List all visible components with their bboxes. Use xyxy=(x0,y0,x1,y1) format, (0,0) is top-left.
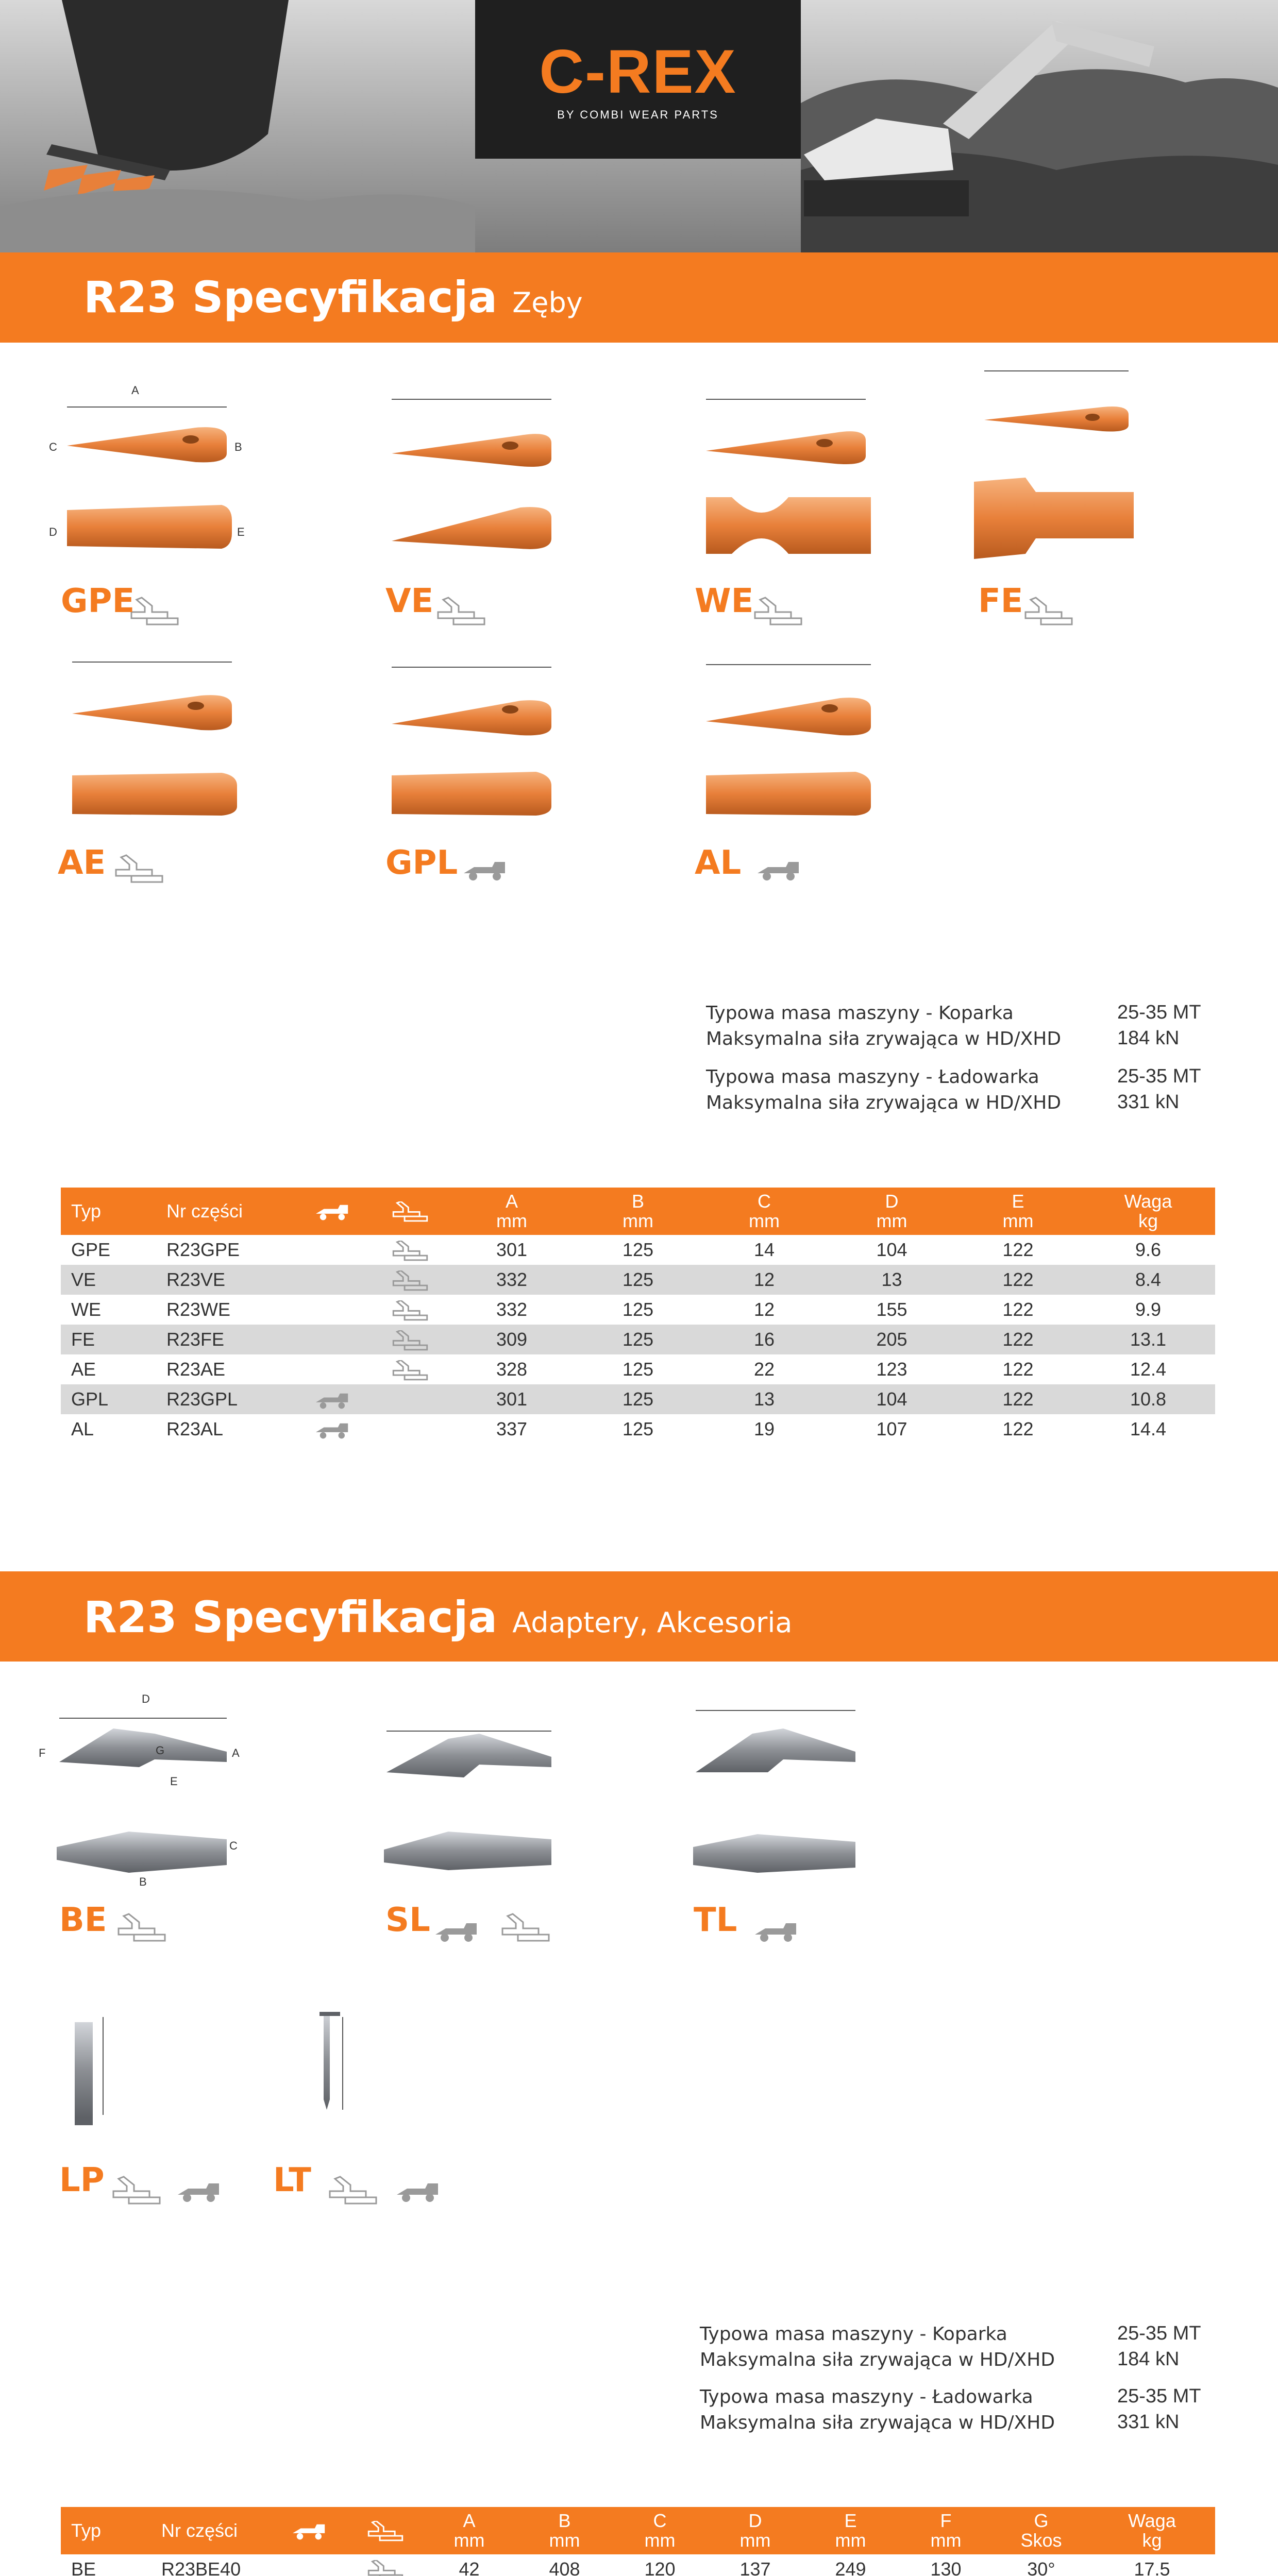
cell-e: 122 xyxy=(1002,1299,1034,1320)
excavator-header-icon xyxy=(392,1201,428,1222)
cell-loader xyxy=(272,2554,349,2576)
header-line: F xyxy=(940,2510,952,2531)
cell-type: GPE xyxy=(71,1239,111,1260)
header-unit: mm xyxy=(623,1210,653,1231)
brand-logo-box xyxy=(475,0,801,159)
teeth-figures xyxy=(0,343,1278,899)
table-row xyxy=(61,1325,1215,1354)
cell-loader xyxy=(295,1354,373,1384)
cell-loader xyxy=(295,1384,373,1414)
header-line: A xyxy=(463,2510,476,2531)
cell-f: 130 xyxy=(930,2558,962,2576)
column-header xyxy=(156,1188,295,1235)
table-row xyxy=(61,1265,1215,1295)
brand-tagline: BY COMBI WEAR PARTS xyxy=(557,108,719,121)
figure-ae xyxy=(72,695,237,816)
header-line: G xyxy=(1034,2510,1049,2531)
header-line: E xyxy=(844,2510,857,2531)
spec-label: Typowa masa maszyny - Koparka xyxy=(700,2324,1007,2345)
cell-e: 249 xyxy=(835,2558,866,2576)
cell-d: 205 xyxy=(829,1325,955,1354)
column-header xyxy=(700,1188,829,1235)
column-header xyxy=(349,2507,422,2554)
column-header xyxy=(994,2507,1089,2554)
header-line: B xyxy=(558,2510,571,2531)
cell-c: 14 xyxy=(753,1239,775,1260)
column-header xyxy=(829,1188,955,1235)
dim-e: E xyxy=(170,1775,178,1788)
adapter-spec-table xyxy=(61,2507,1215,2576)
cell-part-number: R23VE xyxy=(156,1265,295,1295)
cell-w: 14.4 xyxy=(1130,1418,1167,1439)
header-unit: mm xyxy=(739,2530,771,2551)
product-label-sl: SL xyxy=(385,1901,430,1939)
cell-type: AE xyxy=(71,1359,96,1380)
cell-b: 125 xyxy=(576,1265,700,1295)
column-header xyxy=(708,2507,803,2554)
cell-type: BE xyxy=(71,2558,96,2576)
header-unit: mm xyxy=(835,2530,866,2551)
dim-f: F xyxy=(39,1747,46,1759)
header-banner xyxy=(0,0,1278,252)
cell-excavator xyxy=(373,1235,447,1265)
product-label-we: WE xyxy=(695,582,754,620)
cell-d: 104 xyxy=(876,1239,907,1260)
cell-type: VE xyxy=(61,1265,156,1295)
column-header xyxy=(295,1188,373,1235)
column-header xyxy=(272,2507,349,2554)
cell-b: 125 xyxy=(576,1325,700,1354)
dim-c: C xyxy=(49,440,57,453)
figure-tl xyxy=(693,1728,855,1873)
cell-e: 122 xyxy=(1002,1418,1034,1439)
loader-header-icon xyxy=(316,1201,352,1222)
table-row xyxy=(61,1414,1215,1444)
table-header xyxy=(61,1188,1215,1235)
dim-a: A xyxy=(131,384,139,397)
table-row xyxy=(61,1295,1215,1325)
figure-be xyxy=(57,1728,227,1873)
column-header xyxy=(576,1188,700,1235)
cell-loader xyxy=(295,1295,373,1325)
spec-label: Maksymalna siła zrywająca w HD/XHD xyxy=(706,1092,1062,1113)
figure-lp xyxy=(75,2022,93,2125)
cell-excavator xyxy=(373,1265,447,1295)
header-line: Waga xyxy=(1128,2510,1176,2531)
cell-part-number: R23BE40 xyxy=(161,2558,241,2576)
cell-c: 120 xyxy=(644,2558,676,2576)
header-line: Nr części xyxy=(161,2520,238,2541)
cell-part-number: R23AE xyxy=(166,1359,226,1380)
teeth-spec-table xyxy=(61,1188,1215,1444)
dim-d: D xyxy=(49,526,57,538)
spec-value: 331 kN xyxy=(1117,2411,1180,2433)
table-row xyxy=(61,1354,1215,1384)
cell-a: 332 xyxy=(447,1265,576,1295)
section-subtitle: Adaptery, Akcesoria xyxy=(512,1606,793,1639)
header-line: Nr części xyxy=(166,1200,243,1222)
cell-excavator xyxy=(373,1414,447,1444)
spec-value: 25-35 MT xyxy=(1117,2323,1201,2344)
section-title: R23 Specyfikacja Adaptery, Akcesoria xyxy=(83,1592,793,1642)
header-line: Typ xyxy=(71,2520,102,2541)
cell-c: 16 xyxy=(700,1325,829,1354)
cell-w: 9.6 xyxy=(1135,1239,1162,1260)
header-unit: mm xyxy=(930,2530,962,2551)
excavator-icon xyxy=(392,1241,428,1261)
spec-value: 25-35 MT xyxy=(1117,1002,1201,1023)
cell-part-number: R23WE xyxy=(166,1299,231,1320)
product-label-fe: FE xyxy=(978,582,1023,620)
figure-sl xyxy=(384,1734,551,1870)
spec-label: Typowa masa maszyny - Ładowarka xyxy=(706,1066,1039,1088)
cell-b: 125 xyxy=(622,1239,654,1260)
cell-d: 155 xyxy=(876,1299,907,1320)
cell-type: AL xyxy=(71,1418,94,1439)
cell-c: 22 xyxy=(753,1359,775,1380)
header-line: D xyxy=(885,1191,899,1212)
table-row xyxy=(61,1235,1215,1265)
section-bar-adapters xyxy=(0,1571,1278,1662)
cell-loader xyxy=(295,1325,373,1354)
cell-a: 301 xyxy=(496,1239,528,1260)
cell-e: 122 xyxy=(1002,1239,1034,1260)
header-unit: kg xyxy=(1142,2530,1162,2551)
column-header xyxy=(151,2507,272,2554)
section-subtitle: Zęby xyxy=(512,286,583,319)
spec-label: Typowa masa maszyny - Ładowarka xyxy=(700,2386,1033,2408)
dim-b: B xyxy=(234,440,242,453)
product-label-ae: AE xyxy=(58,844,106,882)
cell-a: 301 xyxy=(447,1384,576,1414)
excavator-icon xyxy=(367,2560,403,2576)
cell-d: 13 xyxy=(829,1265,955,1295)
cell-b: 125 xyxy=(622,1418,654,1439)
header-unit: mm xyxy=(496,1210,527,1231)
cell-loader xyxy=(295,1265,373,1295)
cell-a: 337 xyxy=(496,1418,528,1439)
header-unit: mm xyxy=(749,1210,780,1231)
cell-part-number: R23AL xyxy=(166,1418,224,1439)
cell-a: 42 xyxy=(459,2558,480,2576)
cell-b: 125 xyxy=(622,1299,654,1320)
header-line: C xyxy=(653,2510,667,2531)
excavator-icon xyxy=(392,1270,428,1291)
cell-g: 30° xyxy=(1027,2558,1055,2576)
cell-c: 12 xyxy=(753,1299,775,1320)
spec-label: Maksymalna siła zrywająca w HD/XHD xyxy=(700,2349,1055,2370)
header-unit: Skos xyxy=(1020,2530,1062,2551)
header-line: E xyxy=(1012,1191,1024,1212)
column-header xyxy=(1081,1188,1215,1235)
spec-value: 184 kN xyxy=(1117,2348,1180,2370)
header-unit: kg xyxy=(1138,1210,1158,1231)
product-label-ve: VE xyxy=(385,582,434,620)
column-header xyxy=(373,1188,447,1235)
cell-excavator xyxy=(373,1384,447,1414)
cell-c: 19 xyxy=(753,1418,775,1439)
cell-c: 13 xyxy=(700,1384,829,1414)
excavator-icon xyxy=(392,1300,428,1321)
figure-al xyxy=(706,698,871,816)
product-label-gpe: GPE xyxy=(61,582,135,620)
cell-e: 122 xyxy=(1002,1359,1034,1380)
dim-b: B xyxy=(139,1875,147,1888)
cell-d: 107 xyxy=(876,1418,907,1439)
cell-type: WE xyxy=(71,1299,101,1320)
column-header xyxy=(955,1188,1081,1235)
spec-label: Maksymalna siła zrywająca w HD/XHD xyxy=(706,1028,1062,1049)
cell-a: 309 xyxy=(447,1325,576,1354)
section-title: R23 Specyfikacja Zęby xyxy=(83,272,583,323)
cell-b: 125 xyxy=(576,1384,700,1414)
cell-b: 408 xyxy=(549,2558,580,2576)
figure-we xyxy=(706,431,871,554)
spec-value: 25-35 MT xyxy=(1117,2385,1201,2407)
cell-e: 122 xyxy=(955,1265,1081,1295)
dim-a: A xyxy=(232,1747,240,1759)
section-bar-teeth xyxy=(0,252,1278,343)
cell-type: FE xyxy=(61,1325,156,1354)
spec-value: 331 kN xyxy=(1117,1091,1180,1113)
column-header xyxy=(61,1188,156,1235)
header-line: Waga xyxy=(1124,1191,1172,1212)
cell-w: 12.4 xyxy=(1130,1359,1167,1380)
cell-w: 10.8 xyxy=(1081,1384,1215,1414)
header-line: C xyxy=(758,1191,771,1212)
brand-logo: C-REX xyxy=(539,37,737,106)
column-header xyxy=(61,2507,151,2554)
figure-ve xyxy=(392,434,551,549)
cell-part-number: R23GPE xyxy=(166,1239,240,1260)
figure-lt xyxy=(320,2012,340,2110)
header-line: Typ xyxy=(71,1200,102,1222)
table-header xyxy=(61,2507,1215,2554)
column-header xyxy=(422,2507,517,2554)
table-row xyxy=(61,1384,1215,1414)
dim-g: G xyxy=(156,1744,165,1757)
cell-w: 8.4 xyxy=(1081,1265,1215,1295)
cell-e: 122 xyxy=(955,1384,1081,1414)
cell-type: GPL xyxy=(61,1384,156,1414)
cell-loader xyxy=(295,1414,373,1444)
spec-label: Typowa masa maszyny - Koparka xyxy=(706,1003,1014,1024)
cell-c: 12 xyxy=(700,1265,829,1295)
cell-w: 9.9 xyxy=(1135,1299,1162,1320)
header-line: B xyxy=(631,1191,644,1212)
column-header xyxy=(803,2507,898,2554)
column-header xyxy=(612,2507,708,2554)
cell-a: 328 xyxy=(496,1359,528,1380)
cell-d: 137 xyxy=(739,2558,771,2576)
cell-excavator xyxy=(373,1325,447,1354)
cell-part-number: R23GPL xyxy=(156,1384,295,1414)
column-header xyxy=(1089,2507,1215,2554)
product-label-al: AL xyxy=(695,844,742,882)
spec-value: 25-35 MT xyxy=(1117,1065,1201,1087)
cell-b: 125 xyxy=(622,1359,654,1380)
column-header xyxy=(898,2507,994,2554)
product-label-lp: LP xyxy=(59,2161,105,2199)
cell-loader xyxy=(295,1235,373,1265)
table-row xyxy=(61,2554,1215,2576)
cell-w: 13.1 xyxy=(1081,1325,1215,1354)
dim-e: E xyxy=(237,526,245,538)
column-header xyxy=(447,1188,576,1235)
header-unit: mm xyxy=(644,2530,676,2551)
adapter-figures xyxy=(0,1662,1278,2218)
header-unit: mm xyxy=(1002,1210,1034,1231)
product-label-gpl: GPL xyxy=(385,844,458,882)
excavator-icon xyxy=(392,1360,428,1381)
figure-gpe xyxy=(67,427,232,549)
header-unit: mm xyxy=(876,1210,907,1231)
figure-gpl xyxy=(392,700,551,816)
excavator-icon xyxy=(392,1330,428,1351)
figure-fe xyxy=(974,406,1134,559)
cell-a: 332 xyxy=(496,1299,528,1320)
loader-header-icon xyxy=(293,2521,329,2541)
excavator-header-icon xyxy=(367,2521,403,2541)
dim-c: C xyxy=(229,1839,238,1852)
header-unit: mm xyxy=(549,2530,580,2551)
header-line: A xyxy=(505,1191,518,1212)
cell-d: 104 xyxy=(829,1384,955,1414)
product-label-tl: TL xyxy=(694,1901,737,1939)
cell-excavator xyxy=(373,1354,447,1384)
product-label-be: BE xyxy=(59,1901,107,1939)
spec-value: 184 kN xyxy=(1117,1027,1180,1049)
header-line: D xyxy=(748,2510,762,2531)
spec-label: Maksymalna siła zrywająca w HD/XHD xyxy=(700,2412,1055,2433)
loader-icon xyxy=(316,1420,352,1440)
loader-icon xyxy=(316,1390,352,1411)
column-header xyxy=(517,2507,612,2554)
cell-e: 122 xyxy=(955,1325,1081,1354)
dim-d: D xyxy=(142,1692,150,1705)
cell-part-number: R23FE xyxy=(156,1325,295,1354)
product-label-lt: LT xyxy=(273,2161,311,2199)
cell-excavator xyxy=(373,1295,447,1325)
cell-w: 17.5 xyxy=(1134,2558,1170,2576)
cell-d: 123 xyxy=(876,1359,907,1380)
cell-excavator xyxy=(349,2554,422,2576)
header-unit: mm xyxy=(453,2530,485,2551)
